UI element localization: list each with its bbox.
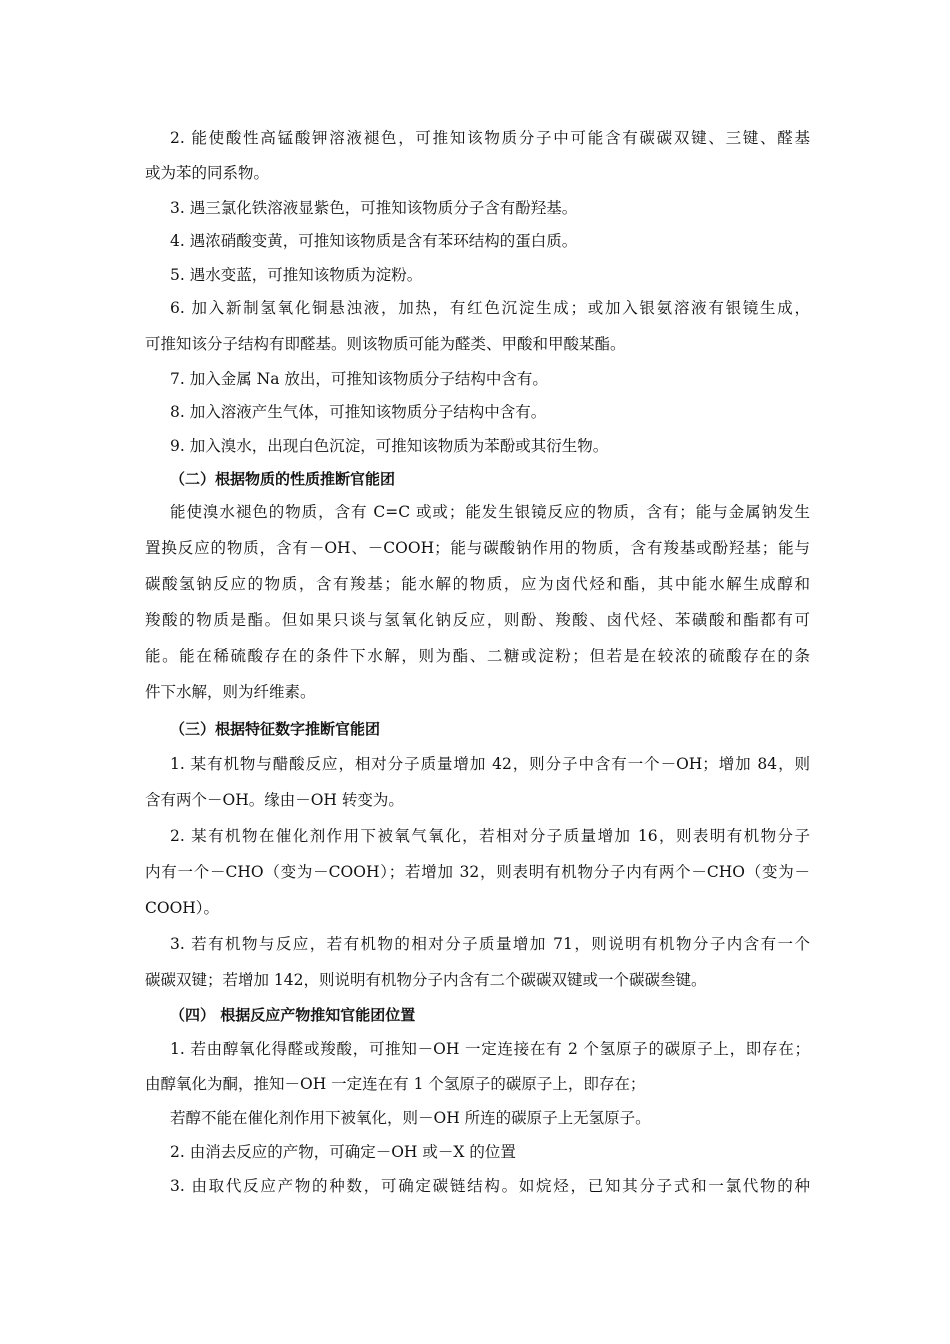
paragraph-line: 能。能在稀硫酸存在的条件下水解，则为酯、二糖或淀粉；但若是在较浓的硫酸存在的条 [145, 647, 810, 665]
paragraph-line: 3. 遇三氯化铁溶液显紫色，可推知该物质分子含有酚羟基。 [170, 199, 578, 217]
section-heading: （四） 根据反应产物推知官能团位置 [170, 1006, 416, 1024]
paragraph-line: 内有一个－CHO（变为－COOH）；若增加 32，则表明有机物分子内有两个－CHO（变为－ [145, 863, 810, 881]
paragraph-line: 若醇不能在催化剂作用下被氧化，则－OH 所连的碳原子上无氢原子。 [170, 1109, 651, 1127]
paragraph-line: 8. 加入溶液产生气体，可推知该物质分子结构中含有。 [170, 403, 547, 421]
paragraph-line: 碳酸氢钠反应的物质，含有羧基；能水解的物质，应为卤代烃和酯，其中能水解生成醇和 [145, 575, 810, 593]
paragraph-line: 4. 遇浓硝酸变黄，可推知该物质是含有苯环结构的蛋白质。 [170, 232, 578, 250]
paragraph-line: 5. 遇水变蓝，可推知该物质为淀粉。 [170, 266, 423, 284]
paragraph-line: 碳碳双键；若增加 142，则说明有机物分子内含有二个碳碳双键或一个碳碳叁键。 [145, 971, 707, 989]
paragraph-line: 2. 某有机物在催化剂作用下被氧气氧化，若相对分子质量增加 16，则表明有机物分子 [170, 827, 810, 845]
paragraph-line: 羧酸的物质是酯。但如果只谈与氢氧化钠反应，则酚、羧酸、卤代烃、苯磺酸和酯都有可 [145, 611, 810, 629]
paragraph-line: 3. 由取代反应产物的种数，可确定碳链结构。如烷烃，已知其分子式和一氯代物的种 [170, 1177, 810, 1195]
paragraph-line: 9. 加入溴水，出现白色沉淀，可推知该物质为苯酚或其衍生物。 [170, 437, 609, 455]
paragraph-line: 置换反应的物质，含有－OH、－COOH；能与碳酸钠作用的物质，含有羧基或酚羟基；能与 [145, 539, 810, 557]
paragraph-line: 7. 加入金属 Na 放出，可推知该物质分子结构中含有。 [170, 370, 548, 388]
section-heading: （三）根据特征数字推断官能团 [170, 720, 381, 738]
paragraph-line: 3. 若有机物与反应，若有机物的相对分子质量增加 71，则说明有机物分子内含有一个 [170, 935, 810, 953]
paragraph-line: 2. 由消去反应的产物，可确定－OH 或－X 的位置 [170, 1143, 516, 1161]
paragraph-line: 或为苯的同系物。 [145, 164, 270, 182]
paragraph-line: 1. 某有机物与醋酸反应，相对分子质量增加 42，则分子中含有一个－OH；增加 84，则 [170, 755, 810, 773]
paragraph-line: 可推知该分子结构有即醛基。则该物质可能为醛类、甲酸和甲酸某酯。 [145, 335, 626, 353]
paragraph-line: COOH）。 [145, 899, 220, 917]
paragraph-line: 件下水解，则为纤维素。 [145, 683, 316, 701]
paragraph-line: 2. 能使酸性高锰酸钾溶液褪色，可推知该物质分子中可能含有碳碳双键、三键、醛基 [170, 129, 810, 147]
paragraph-line: 由醇氧化为酮，推知－OH 一定连在有 1 个氢原子的碳原子上，即存在； [145, 1075, 646, 1093]
paragraph-line: 含有两个－OH。缘由－OH 转变为。 [145, 791, 404, 809]
paragraph-line: 6. 加入新制氢氧化铜悬浊液，加热，有红色沉淀生成；或加入银氨溶液有银镜生成， [170, 299, 810, 317]
paragraph-line: 1. 若由醇氧化得醛或羧酸，可推知－OH 一定连接在有 2 个氢原子的碳原子上，即存在； [170, 1040, 810, 1058]
paragraph-line: 能使溴水褪色的物质，含有 C=C 或或；能发生银镜反应的物质，含有；能与金属钠发生 [170, 503, 810, 521]
section-heading: （二）根据物质的性质推断官能团 [170, 470, 396, 488]
